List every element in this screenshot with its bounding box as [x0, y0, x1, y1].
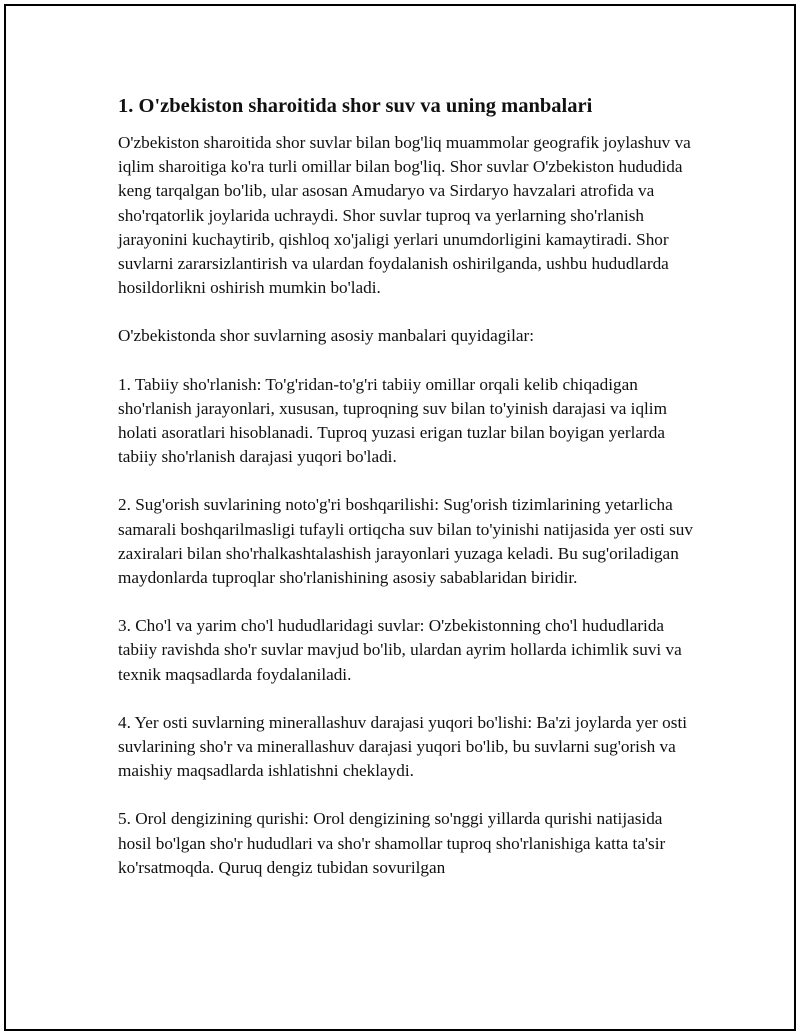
source-item-natural-salinization: 1. Tabiiy sho'rlanish: To'g'ridan-to'g'ri tabiiy omillar orqali kelib chiqadigan sho'rlanish jarayonlari, xususan, tuproqning suv bilan to'yinish darajasi va iqlim holati asoratlari hisoblanadi. Tuproq yuzasi erigan tuzlar bilan boyigan yerlarda tabiiy sho'rlanish darajasi yuqori bo'ladi. [118, 374, 667, 467]
source-item-desert-waters: 3. Cho'l va yarim cho'l hududlaridagi suvlar: O'zbekistonning cho'l hududlarida tabiiy ravishda sho'r suvlar mavjud bo'lib, ulardan ayrim hollarda ichimlik suvi va texnik maqsadlarda foydalaniladi. [118, 616, 682, 684]
intro-paragraph: O'zbekiston sharoitida shor suvlar bilan bog'liq muammolar geografik joylashuv va iqlim sharoitiga ko'ra turli omillar bilan bog'liq. Shor suvlar O'zbekiston hududida keng tarqalgan bo'lib, ular asosan Amudaryo va Sirdaryo havzalari atrofida va sho'rqatorlik joylarida uchraydi. Shor suvlar tuproq va yerlarning sho'rlanish jarayonini kuchaytirib, qishloq xo'jaligi yerlari unumdorligini kamaytiradi. Shor suvlarni zararsizlantirish va ulardan foydalanish oshirilganda, ushbu hududlarda hosildorlikni oshirish mumkin bo'ladi. [118, 133, 691, 298]
document-body [118, 93, 698, 904]
source-item-irrigation-mismanagement: 2. Sug'orish suvlarining noto'g'ri boshqarilishi: Sug'orish tizimlarining yetarlicha samarali boshqarilmasligi tufayli ortiqcha suv bilan to'yinishi natijasida yer osti suv zaxiralari bilan sho'rhalkashtalashish jarayonlari yuzaga keladi. Bu sug'oriladigan maydonlarda tuproqlar sho'rlanishining asosiy sabablaridan biridir. [118, 495, 693, 588]
sources-intro-paragraph: O'zbekistonda shor suvlarning asosiy manbalari quyidagilar: [118, 326, 534, 346]
source-item-groundwater-mineralization: 4. Yer osti suvlarning minerallashuv darajasi yuqori bo'lishi: Ba'zi joylarda yer osti suvlarining sho'r va minerallashuv darajasi yuqori bo'lib, bu suvlarni sug'orish va maishiy maqsadlarda ishlatishni cheklaydi. [118, 712, 687, 781]
source-item-aral-sea-drying: 5. Orol dengizining qurishi: Orol dengizining so'nggi yillarda qurishi natijasida hosil bo'lgan sho'r hududlari va sho'r shamollar tuproq sho'rlanishiga katta ta'sir ko'rsatmoqda. Quruq dengiz tubidan sovurilgan [118, 809, 666, 877]
section-heading: 1. O'zbekiston sharoitida shor suv va uning manbalari [118, 95, 593, 117]
